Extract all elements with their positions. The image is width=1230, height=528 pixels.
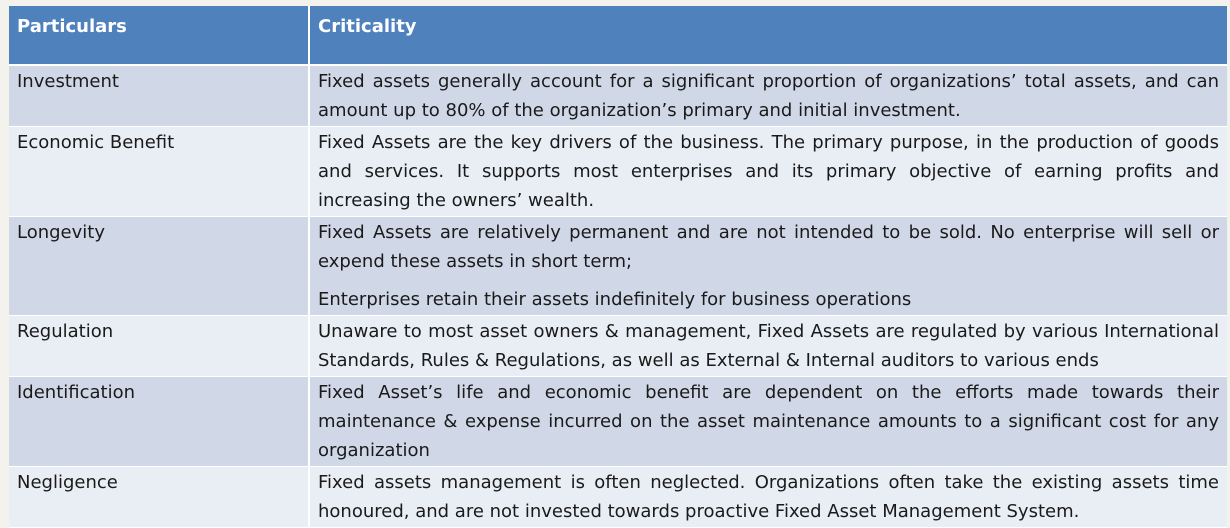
particular-cell: Negligence xyxy=(9,467,309,528)
criticality-paragraph: Fixed assets management is often neglected. Organizations often take the existing assets time honoured, and are not invested towards proactive Fixed Asset Management System. xyxy=(318,472,1219,522)
criticality-cell xyxy=(309,467,1227,528)
particular-cell: Identification xyxy=(9,377,309,467)
criticality-cell xyxy=(309,65,1227,127)
criticality-cell xyxy=(309,316,1227,377)
table-body xyxy=(9,65,1227,528)
table-row xyxy=(9,65,1227,127)
table-row xyxy=(9,217,1227,316)
criticality-paragraph: Fixed Assets are relatively permanent and are not intended to be sold. No enterprise will sell or expend these assets in short term; xyxy=(318,222,1219,272)
criticality-cell xyxy=(309,217,1227,316)
criticality-paragraph: Fixed Asset’s life and economic benefit are dependent on the efforts made towards their maintenance & expense incurred on the asset maintenance amounts to a significant cost for any organization xyxy=(318,382,1219,461)
criticality-paragraph: Fixed assets generally account for a significant proportion of organizations’ total assets, and can amount up to 80% of the organization’s primary and initial investment. xyxy=(318,71,1219,121)
criticality-table xyxy=(9,6,1227,528)
criticality-cell xyxy=(309,377,1227,467)
header-particulars: Particulars xyxy=(9,6,309,65)
table-header xyxy=(9,6,1227,65)
criticality-paragraph: Fixed Assets are the key drivers of the business. The primary purpose, in the production of goods and services. It supports most enterprises and its primary objective of earning profits and increasing the owners’ wealth. xyxy=(318,132,1219,211)
particular-cell: Regulation xyxy=(9,316,309,377)
criticality-table-container xyxy=(9,6,1227,528)
table-row xyxy=(9,467,1227,528)
criticality-cell xyxy=(309,127,1227,217)
table-row xyxy=(9,316,1227,377)
particular-cell: Economic Benefit xyxy=(9,127,309,217)
header-row xyxy=(9,6,1227,65)
header-criticality: Criticality xyxy=(309,6,1227,65)
table-row xyxy=(9,377,1227,467)
criticality-paragraph: Unaware to most asset owners & management, Fixed Assets are regulated by various International Standards, Rules & Regulations, as well as External & Internal auditors to various ends xyxy=(318,321,1219,371)
particular-cell: Longevity xyxy=(9,217,309,316)
particular-cell: Investment xyxy=(9,65,309,127)
table-row xyxy=(9,127,1227,217)
criticality-paragraph: Enterprises retain their assets indefinitely for business operations xyxy=(318,289,912,310)
